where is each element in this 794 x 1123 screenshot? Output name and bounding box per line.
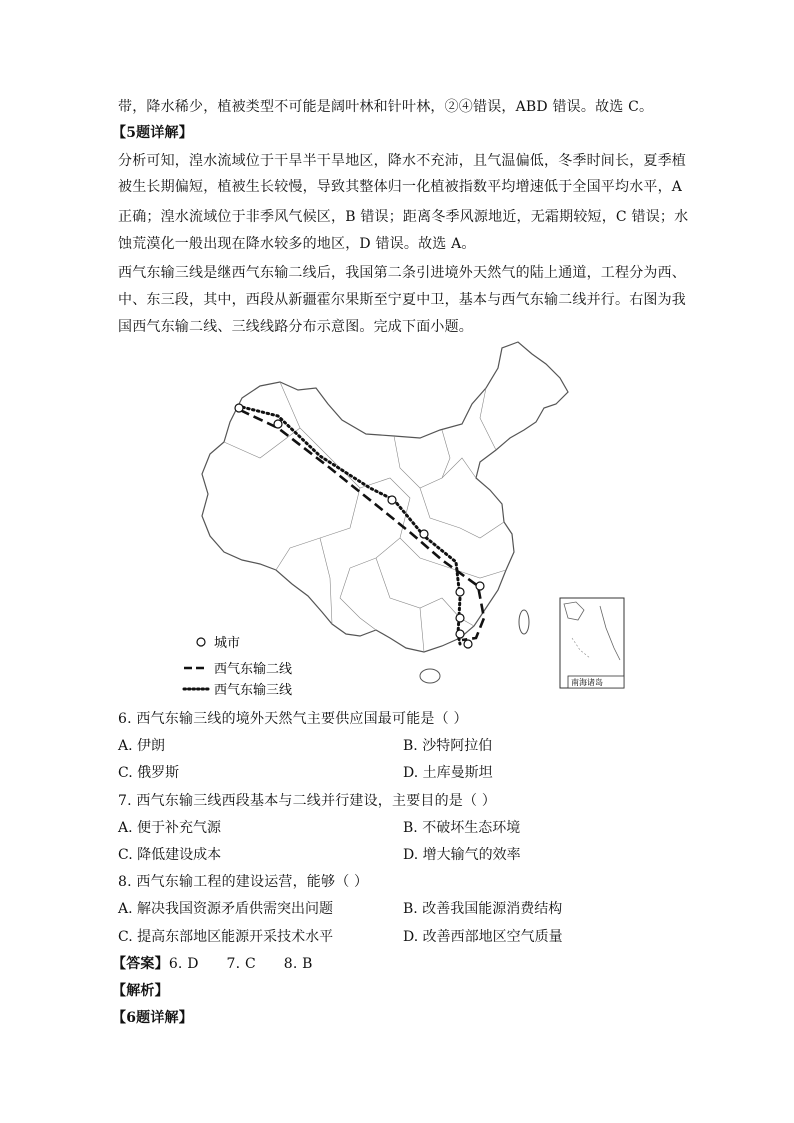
legend-city-icon (197, 638, 205, 646)
question-6-stem: 6. 西气东输三线的境外天然气主要供应国最可能是（ ） (118, 711, 468, 727)
question-6-option-c[interactable]: C. 俄罗斯 (118, 765, 180, 781)
text-line: 分析可知，湟水流域位于干旱半干旱地区，降水不充沛，且气温偏低，冬季时间长，夏季植 (118, 153, 686, 169)
answer-values: 6. D 7. C 8. B (168, 956, 313, 972)
city-marker (235, 404, 243, 412)
city-marker (456, 588, 464, 596)
section-heading-q5: 【5题详解】 (112, 125, 193, 141)
analysis-label: 【解析】 (112, 983, 169, 999)
question-7-option-a[interactable]: A. 便于补充气源 (118, 820, 222, 836)
text-line: 蚀荒漠化一般出现在降水较多的地区，D 错误。故选 A。 (118, 236, 476, 252)
question-8-stem: 8. 西气东输工程的建设运营，能够（ ） (118, 874, 369, 890)
question-8-option-d[interactable]: D. 改善西部地区空气质量 (403, 929, 563, 945)
question-8-option-a[interactable]: A. 解决我国资源矛盾供需突出问题 (118, 901, 334, 917)
intro-line: 西气东输三线是继西气东输二线后，我国第二条引进境外天然气的陆上通道，工程分为西、 (118, 265, 686, 281)
text-line: 被生长期偏短，植被生长较慢，导致其整体归一化植被指数平均增速低于全国平均水平，A (118, 179, 683, 195)
question-7-option-d[interactable]: D. 增大输气的效率 (403, 847, 521, 863)
city-marker (456, 614, 464, 622)
question-8-option-c[interactable]: C. 提高东部地区能源开采技术水平 (118, 929, 334, 945)
map-legend (184, 636, 292, 698)
intro-line: 中、东三段，其中，西段从新疆霍尔果斯至宁夏中卫，基本与西气东输二线并行。右图为我 (118, 292, 686, 308)
legend-city-label: 城市 (214, 636, 241, 651)
question-6-option-d[interactable]: D. 土库曼斯坦 (403, 765, 493, 781)
city-marker (456, 630, 464, 638)
answer-label: 【答案】 (112, 956, 169, 972)
south-china-sea-inset (560, 598, 624, 688)
legend-line2-label: 西气东输二线 (214, 662, 293, 677)
text-line: 正确；湟水流域位于非季风气候区，B 错误；距离冬季风源地近，无霜期较短，C 错误；水 (118, 209, 689, 225)
question-8-option-b[interactable]: B. 改善我国能源消费结构 (403, 901, 563, 917)
question-7-stem: 7. 西气东输三线西段基本与二线并行建设，主要目的是（ ） (118, 793, 497, 809)
city-marker (476, 582, 484, 590)
city-marker (420, 530, 428, 538)
text-line: 带，降水稀少，植被类型不可能是阔叶林和针叶林，②④错误，ABD 错误。故选 C。 (118, 99, 654, 115)
city-marker (464, 640, 472, 648)
city-marker (388, 496, 396, 504)
legend-line3-label: 西气东输三线 (214, 683, 293, 698)
question-7-option-c[interactable]: C. 降低建设成本 (118, 847, 222, 863)
inset-label: 南海诸岛 (571, 678, 603, 687)
question-7-option-b[interactable]: B. 不破坏生态环境 (403, 820, 521, 836)
section-heading-q6: 【6题详解】 (112, 1010, 193, 1026)
intro-line: 国西气东输二线、三线线路分布示意图。完成下面小题。 (118, 319, 473, 335)
pipeline-map (180, 338, 630, 698)
question-6-option-a[interactable]: A. 伊朗 (118, 738, 166, 754)
question-6-option-b[interactable]: B. 沙特阿拉伯 (403, 738, 493, 754)
city-marker (274, 420, 282, 428)
hainan-island (420, 669, 440, 683)
taiwan-island (519, 610, 529, 634)
answer-row (112, 953, 313, 973)
